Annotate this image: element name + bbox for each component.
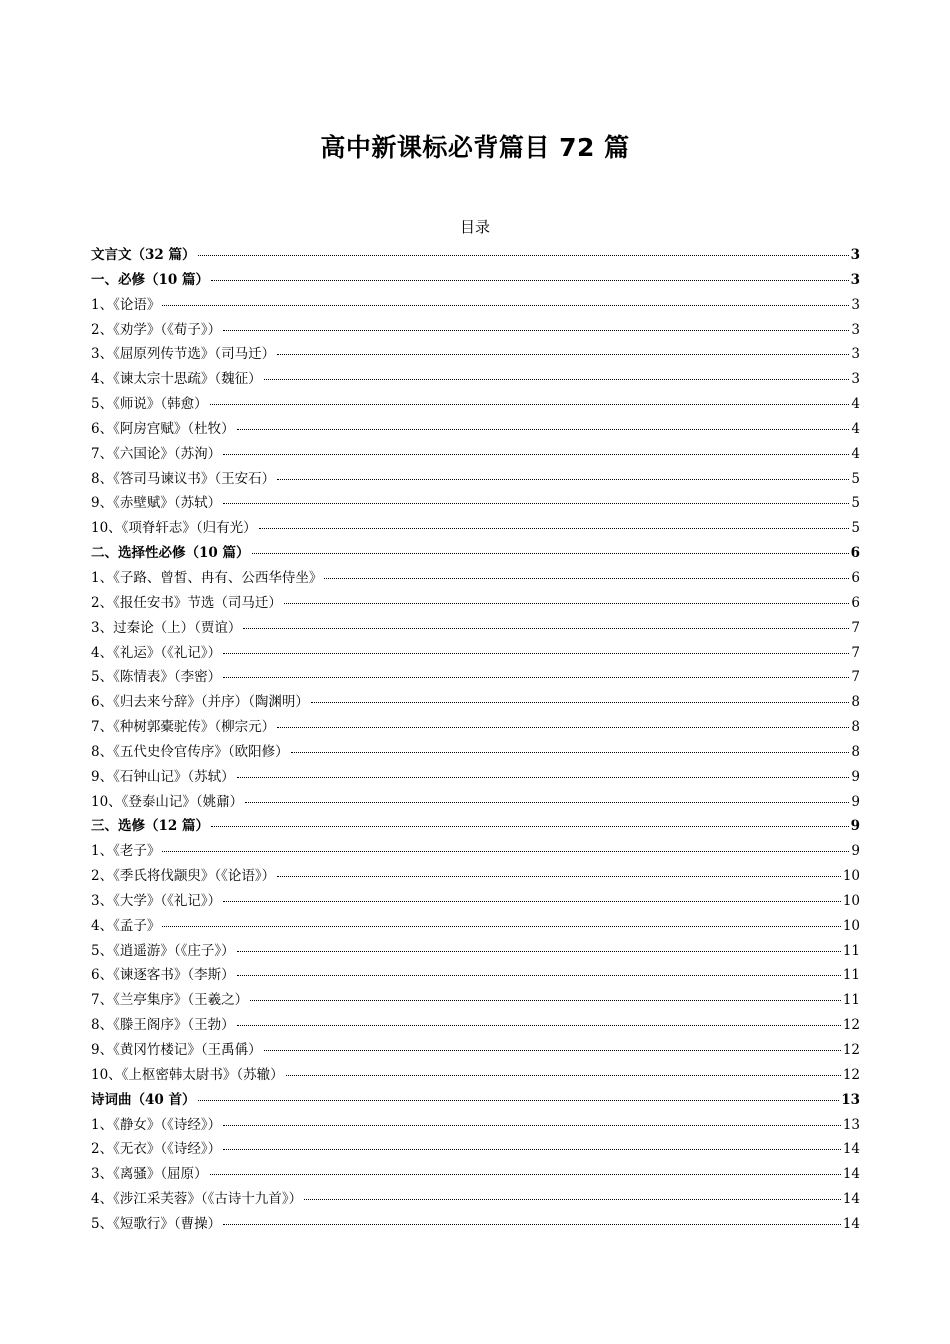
toc-entry-label: 6、《阿房宫赋》（杜牧） [91,420,235,437]
toc-dot-leader [311,702,850,703]
toc-entry[interactable] [91,1212,860,1237]
toc-page-number: 10 [842,892,860,909]
toc-entry[interactable] [91,491,860,516]
toc-dot-leader [162,926,840,927]
toc-page-number: 8 [851,719,860,736]
toc-entry-label: 2、《季氏将伐颛臾》（《论语》） [91,868,276,885]
toc-entry-label: 一、必修（10 篇） [91,271,209,288]
toc-entry-label: 9、《石钟山记》（苏轼） [91,768,235,785]
toc-page-number: 10 [842,917,860,934]
toc-dot-leader [237,1025,841,1026]
toc-entry[interactable] [91,715,860,740]
toc-entry-label: 4、《谏太宗十思疏》（魏征） [91,371,262,388]
toc-page-number: 14 [842,1166,860,1183]
toc-entry[interactable] [91,939,860,964]
toc-page-number: 13 [841,1091,860,1108]
toc-entry-label: 10、《登泰山记》（姚鼐） [91,793,244,810]
toc-page-number: 7 [851,669,860,686]
toc-dot-leader [223,330,849,331]
toc-entry-label: 1、《论语》 [91,296,161,313]
toc-page-number: 12 [842,1066,860,1083]
toc-entry-label: 文言文（32 篇） [91,247,196,263]
toc-section-entry[interactable] [91,541,860,566]
toc-entry-label: 5、《陈情表》（李密） [91,669,222,686]
toc-page-number: 3 [850,247,860,263]
document-title: 高中新课标必背篇目 72 篇 [320,133,630,162]
toc-entry[interactable] [91,963,860,988]
toc-dot-leader [264,379,850,380]
toc-dot-leader [223,503,849,504]
toc-entry-label: 10、《项脊轩志》（归有光） [91,520,257,537]
toc-dot-leader [223,901,841,902]
toc-section-entry[interactable] [91,814,860,839]
toc-entry-label: 1、《静女》（《诗经》） [91,1116,222,1133]
toc-entry[interactable] [91,839,860,864]
toc-page-number: 6 [851,569,860,586]
toc-entry[interactable] [91,690,860,715]
toc-page-number: 3 [851,321,860,338]
toc-entry-label: 9、《赤壁赋》（苏轼） [91,495,222,512]
toc-entry[interactable] [91,1013,860,1038]
toc-entry-label: 2、《报任安书》节选（司马迁） [91,594,282,611]
toc-entry[interactable] [91,367,860,392]
toc-page-number: 10 [842,868,860,885]
toc-dot-leader [291,752,850,753]
toc-page-number: 5 [851,495,860,512]
toc-entry[interactable] [91,914,860,939]
toc-dot-leader [284,603,850,604]
toc-page-number: 9 [851,843,860,860]
toc-page-number: 14 [842,1191,860,1208]
toc-dot-leader [324,578,849,579]
toc-page-number: 6 [850,545,860,562]
toc-dot-leader [237,777,850,778]
toc-page-number: 3 [851,346,860,363]
toc-dot-leader [198,1100,840,1101]
toc-entry[interactable] [91,516,860,541]
toc-section-entry[interactable] [91,268,860,293]
toc-page-number: 11 [842,967,860,984]
toc-entry[interactable] [91,467,860,492]
toc-entry[interactable] [91,790,860,815]
toc-page-number: 4 [851,420,860,437]
toc-entry[interactable] [91,740,860,765]
toc-page-number: 4 [851,396,860,413]
toc-entry[interactable] [91,417,860,442]
toc-entry[interactable] [91,1137,860,1162]
toc-entry-label: 10、《上枢密韩太尉书》（苏辙） [91,1066,284,1083]
toc-entry-label: 4、《孟子》 [91,917,161,934]
toc-entry[interactable] [91,988,860,1013]
toc-dot-leader [223,653,849,654]
toc-page-number: 8 [851,743,860,760]
toc-dot-leader [223,1149,841,1150]
toc-entry-label: 9、《黄冈竹楼记》（王禹偁） [91,1042,262,1058]
toc-entry[interactable] [91,616,860,641]
toc-heading: 目录 [459,218,490,236]
toc-dot-leader [198,255,849,256]
toc-entry[interactable] [91,392,860,417]
toc-page-number: 12 [842,1042,860,1058]
toc-dot-leader [237,951,841,952]
toc-page-number: 7 [851,644,860,661]
toc-entry[interactable] [91,765,860,790]
toc-page-number: 3 [850,271,860,288]
toc-page-number: 9 [851,768,860,785]
toc-entry[interactable] [91,1063,860,1088]
toc-entry[interactable] [91,318,860,343]
toc-dot-leader [237,429,850,430]
toc-entry[interactable] [91,665,860,690]
toc-dot-leader [223,1125,841,1126]
toc-entry[interactable] [91,1038,860,1063]
toc-entry-label: 7、《兰亭集序》（王羲之） [91,992,249,1009]
toc-dot-leader [277,479,849,480]
toc-entry-label: 4、《涉江采芙蓉》（《古诗十九首》） [91,1191,303,1208]
toc-entry-label: 2、《劝学》（《荀子》） [91,321,222,338]
toc-dot-leader [259,528,850,529]
toc-entry-label: 二、选择性必修（10 篇） [91,545,250,562]
toc-entry-label: 8、《五代史伶官传序》（欧阳修） [91,743,289,760]
toc-entry-label: 4、《礼运》（《礼记》） [91,644,222,661]
toc-page-number: 9 [851,793,860,810]
toc-section-entry[interactable] [91,243,860,268]
toc-page-number: 12 [842,1017,860,1034]
toc-entry[interactable] [91,1162,860,1187]
toc-page-number: 14 [842,1141,860,1158]
toc-entry-label: 7、《六国论》（苏洵） [91,445,222,462]
toc-dot-leader [277,876,841,877]
toc-entry-label: 5、《逍遥游》（《庄子》） [91,942,235,959]
toc-page-number: 13 [842,1116,860,1133]
toc-entry-label: 3、《屈原列传节选》（司马迁） [91,346,276,363]
toc-entry[interactable] [91,342,860,367]
toc-page-number: 3 [851,371,860,388]
toc-entry-label: 6、《谏逐客书》（李斯） [91,967,235,984]
toc-dot-leader [304,1199,841,1200]
toc-dot-leader [286,1075,841,1076]
toc-page-number: 5 [851,520,860,537]
toc-page-number: 11 [842,942,860,959]
toc-entry-label: 1、《子路、曾皙、冉有、公西华侍坐》 [91,569,323,586]
toc-entry-label: 3、过秦论（上）（贾谊） [91,619,242,636]
toc-entry[interactable] [91,442,860,467]
toc-entry-label: 8、《滕王阁序》（王勃） [91,1017,235,1034]
toc-page-number: 5 [851,470,860,487]
toc-entry[interactable] [91,566,860,591]
toc-dot-leader [277,727,849,728]
toc-entry[interactable] [91,1187,860,1212]
toc-dot-leader [210,1174,841,1175]
toc-section-entry[interactable] [91,1088,860,1113]
toc-dot-leader [162,851,849,852]
toc-dot-leader [264,1050,841,1051]
toc-entry-label: 8、《答司马谏议书》（王安石） [91,470,276,487]
toc-entry-label: 6、《归去来兮辞》（并序）（陶渊明） [91,694,309,711]
toc-dot-leader [211,280,849,281]
toc-dot-leader [223,454,849,455]
toc-entry[interactable] [91,293,860,318]
toc-entry-label: 3、《大学》（《礼记》） [91,892,222,909]
toc-entry-label: 1、《老子》 [91,843,161,860]
toc-entry[interactable] [91,591,860,616]
toc-dot-leader [223,677,849,678]
toc-entry[interactable] [91,864,860,889]
toc-entry[interactable] [91,889,860,914]
toc-page-number: 11 [842,992,860,1009]
table-of-contents [91,243,860,1237]
toc-dot-leader [162,305,849,306]
toc-entry-label: 5、《师说》（韩愈） [91,396,208,413]
toc-page-number: 7 [851,619,860,636]
toc-page-number: 8 [851,694,860,711]
toc-dot-leader [250,1000,841,1001]
toc-entry-label: 3、《离骚》（屈原） [91,1166,208,1183]
toc-page-number: 9 [850,818,860,835]
toc-entry[interactable] [91,641,860,666]
toc-entry-label: 2、《无衣》（《诗经》） [91,1141,222,1158]
toc-entry-label: 三、选修（12 篇） [91,818,209,835]
toc-dot-leader [237,975,841,976]
toc-entry[interactable] [91,1113,860,1138]
toc-dot-leader [252,553,849,554]
toc-page-number: 4 [851,445,860,462]
toc-dot-leader [245,802,849,803]
toc-entry-label: 5、《短歌行》（曹操） [91,1215,222,1232]
toc-dot-leader [243,628,849,629]
toc-dot-leader [211,826,849,827]
toc-dot-leader [210,404,850,405]
toc-page-number: 14 [842,1215,860,1232]
toc-dot-leader [277,354,849,355]
toc-dot-leader [223,1224,841,1225]
toc-entry-label: 诗词曲（40 首） [91,1091,196,1108]
toc-page-number: 6 [851,594,860,611]
toc-page-number: 3 [851,296,860,313]
toc-entry-label: 7、《种树郭橐驼传》（柳宗元） [91,719,276,736]
